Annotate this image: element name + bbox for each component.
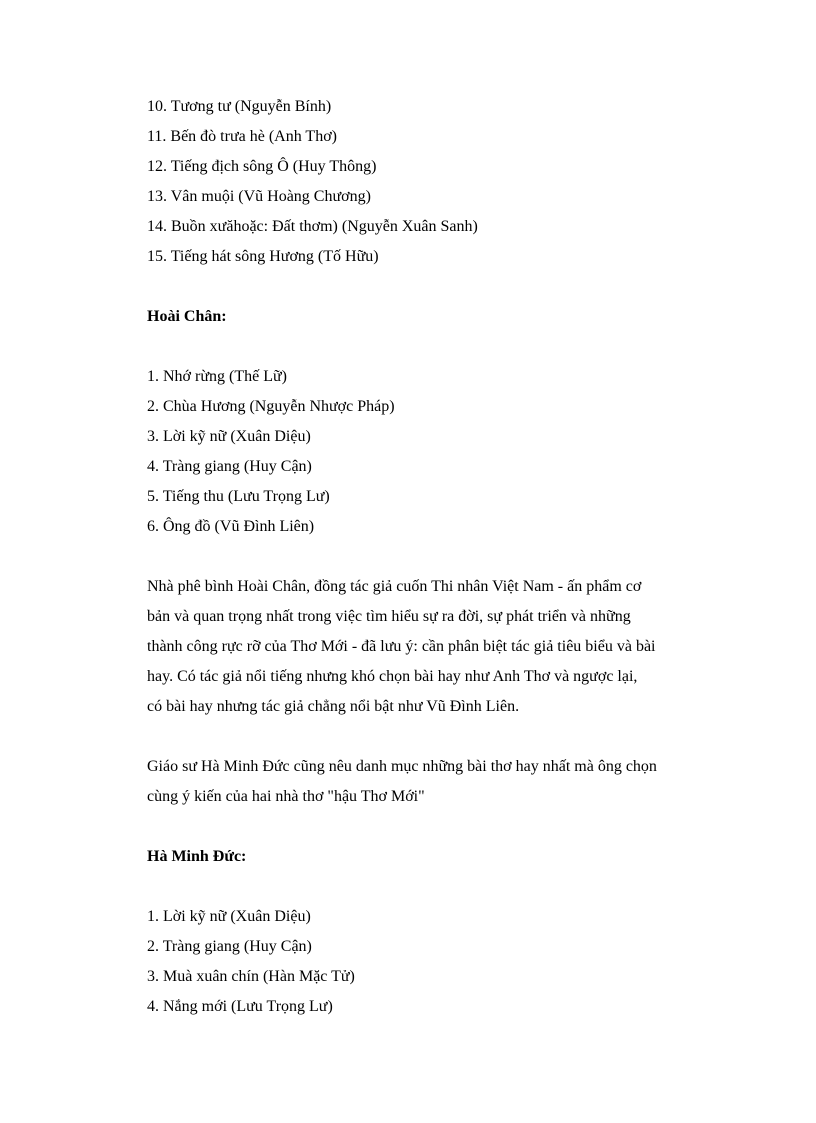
list-item: 1. Lời kỹ nữ (Xuân Diệu) — [147, 908, 311, 925]
paragraph-line: có bài hay nhưng tác giả chẳng nổi bật như Vũ Đình Liên. — [147, 698, 520, 715]
spacer — [147, 812, 707, 842]
list-item: 5. Tiếng thu (Lưu Trọng Lư) — [147, 488, 330, 505]
list-item: 13. Vân muội (Vũ Hoàng Chương) — [147, 188, 371, 205]
paragraph-line: hay. Có tác giả nổi tiếng nhưng khó chọn bài hay như Anh Thơ và ngược lại, — [147, 668, 638, 685]
poem-list-ha-minh-duc — [147, 902, 707, 1022]
list-item: 2. Tràng giang (Huy Cận) — [147, 938, 312, 955]
list-item: 15. Tiếng hát sông Hương (Tố Hữu) — [147, 248, 379, 265]
spacer — [147, 722, 707, 752]
spacer — [147, 542, 707, 572]
list-item: 4. Nắng mới (Lưu Trọng Lư) — [147, 998, 333, 1015]
list-item: 12. Tiếng địch sông Ô (Huy Thông) — [147, 158, 377, 175]
list-item: 1. Nhớ rừng (Thế Lữ) — [147, 368, 287, 385]
paragraph-line: bản và quan trọng nhất trong việc tìm hiểu sự ra đời, sự phát triển và những — [147, 608, 631, 625]
spacer — [147, 872, 707, 902]
spacer — [147, 272, 707, 302]
paragraph-professor-note — [147, 752, 707, 812]
paragraph-line: cùng ý kiến của hai nhà thơ "hậu Thơ Mới" — [147, 788, 425, 805]
list-item: 10. Tương tư (Nguyễn Bính) — [147, 98, 332, 115]
list-item: 3. Muà xuân chín (Hàn Mặc Tử) — [147, 968, 355, 985]
list-item: 3. Lời kỹ nữ (Xuân Diệu) — [147, 428, 311, 445]
section-heading-hoai-chan: Hoài Chân: — [147, 308, 227, 325]
paragraph-line: thành công rực rỡ của Thơ Mới - đã lưu ý: cần phân biệt tác giả tiêu biểu và bài — [147, 638, 656, 655]
paragraph-critic-note — [147, 572, 707, 722]
paragraph-line: Nhà phê bình Hoài Chân, đồng tác giả cuốn Thi nhân Việt Nam - ấn phẩm cơ — [147, 578, 642, 595]
paragraph-line: Giáo sư Hà Minh Đức cũng nêu danh mục những bài thơ hay nhất mà ông chọn — [147, 758, 657, 775]
poem-list-continued — [147, 92, 707, 272]
spacer — [147, 332, 707, 362]
list-item: 2. Chùa Hương (Nguyễn Nhược Pháp) — [147, 398, 395, 415]
list-item: 4. Tràng giang (Huy Cận) — [147, 458, 312, 475]
section-heading-ha-minh-duc: Hà Minh Đức: — [147, 848, 247, 865]
list-item: 14. Buồn xưăhoặc: Đất thơm) (Nguyễn Xuân Sanh) — [147, 218, 478, 235]
list-item: 11. Bến đò trưa hè (Anh Thơ) — [147, 128, 337, 145]
poem-list-hoai-chan — [147, 362, 707, 542]
page-content — [147, 92, 707, 1022]
list-item: 6. Ông đồ (Vũ Đình Liên) — [147, 518, 315, 535]
